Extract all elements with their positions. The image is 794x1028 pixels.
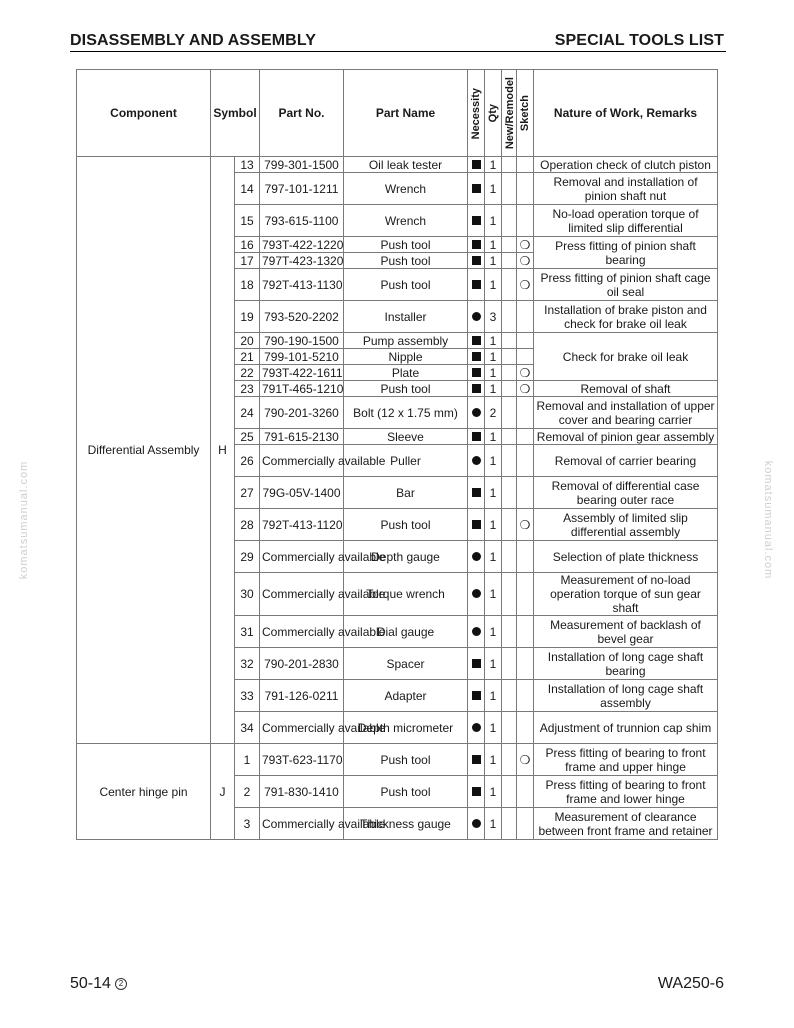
item-number: 19 — [235, 301, 260, 333]
remarks-cell: Removal and installation of pinion shaft nut — [534, 173, 718, 205]
new-remodel-cell — [502, 381, 517, 397]
new-remodel-cell — [502, 680, 517, 712]
component-cell: Center hinge pin — [77, 744, 211, 840]
qty-cell: 1 — [485, 680, 502, 712]
part-number: 799-301-1500 — [260, 157, 344, 173]
qty-cell: 1 — [485, 648, 502, 680]
new-remodel-cell — [502, 269, 517, 301]
remarks-cell: Press fitting of bearing to front frame and lower hinge — [534, 776, 718, 808]
necessity-cell — [468, 648, 485, 680]
part-name: Installer — [344, 301, 468, 333]
necessity-cell — [468, 333, 485, 349]
item-number: 26 — [235, 445, 260, 477]
part-number: 793T-422-1220 — [260, 237, 344, 253]
qty-cell: 1 — [485, 744, 502, 776]
new-remodel-cell — [502, 157, 517, 173]
remarks-cell: Press fitting of bearing to front frame and upper hinge — [534, 744, 718, 776]
sketch-cell: ❍ — [517, 269, 534, 301]
necessity-square-icon — [472, 216, 481, 225]
part-name: Push tool — [344, 776, 468, 808]
qty-cell: 1 — [485, 445, 502, 477]
part-number: 791-126-0211 — [260, 680, 344, 712]
necessity-cell — [468, 445, 485, 477]
necessity-cell — [468, 397, 485, 429]
special-tools-table — [76, 69, 718, 840]
necessity-cell — [468, 157, 485, 173]
col-part-name: Part Name — [344, 70, 468, 157]
part-number: 797-101-1211 — [260, 173, 344, 205]
col-sketch: Sketch — [517, 70, 534, 157]
part-number: Commercially available — [260, 712, 344, 744]
necessity-circle-icon — [472, 408, 481, 417]
necessity-square-icon — [472, 755, 481, 764]
watermark-right: komatsumanual.com — [762, 460, 774, 580]
qty-cell: 1 — [485, 616, 502, 648]
sketch-cell — [517, 333, 534, 349]
part-name: Depth micrometer — [344, 712, 468, 744]
sketch-cell — [517, 477, 534, 509]
necessity-square-icon — [472, 488, 481, 497]
part-number: Commercially available — [260, 573, 344, 616]
part-name: Push tool — [344, 253, 468, 269]
part-number: Commercially available — [260, 445, 344, 477]
part-name: Push tool — [344, 269, 468, 301]
necessity-cell — [468, 429, 485, 445]
qty-cell: 1 — [485, 349, 502, 365]
col-symbol: Symbol — [211, 70, 260, 157]
qty-cell: 1 — [485, 381, 502, 397]
new-remodel-cell — [502, 397, 517, 429]
part-name: Depth gauge — [344, 541, 468, 573]
new-remodel-cell — [502, 349, 517, 365]
part-name: Puller — [344, 445, 468, 477]
remarks-cell: Measurement of no-load operation torque of sun gear shaft — [534, 573, 718, 616]
sketch-cell — [517, 541, 534, 573]
necessity-cell — [468, 477, 485, 509]
remarks-cell: Measurement of clearance between front frame and retainer — [534, 808, 718, 840]
necessity-square-icon — [472, 384, 481, 393]
remarks-cell: Measurement of backlash of bevel gear — [534, 616, 718, 648]
necessity-square-icon — [472, 352, 481, 361]
necessity-cell — [468, 680, 485, 712]
necessity-cell — [468, 349, 485, 365]
sketch-cell — [517, 808, 534, 840]
part-name: Thickness gauge — [344, 808, 468, 840]
new-remodel-cell — [502, 333, 517, 349]
item-number: 32 — [235, 648, 260, 680]
necessity-cell — [468, 253, 485, 269]
sketch-cell — [517, 776, 534, 808]
qty-cell: 2 — [485, 397, 502, 429]
remarks-cell: Check for brake oil leak — [534, 333, 718, 381]
part-number: 791-615-2130 — [260, 429, 344, 445]
necessity-square-icon — [472, 184, 481, 193]
sketch-cell — [517, 616, 534, 648]
model-name: WA250-6 — [657, 975, 724, 992]
remarks-cell: Installation of long cage shaft bearing — [534, 648, 718, 680]
item-number: 22 — [235, 365, 260, 381]
part-number: 791T-465-1210 — [260, 381, 344, 397]
col-part-no: Part No. — [260, 70, 344, 157]
col-new-remodel: New/Remodel — [502, 70, 517, 157]
remarks-cell: Press fitting of pinion shaft cage oil seal — [534, 269, 718, 301]
necessity-circle-icon — [472, 552, 481, 561]
qty-cell: 1 — [485, 333, 502, 349]
part-number: 790-190-1500 — [260, 333, 344, 349]
new-remodel-cell — [502, 253, 517, 269]
symbol-cell: J — [211, 744, 235, 840]
sketch-cell: ❍ — [517, 365, 534, 381]
remarks-cell: No-load operation torque of limited slip differential — [534, 205, 718, 237]
part-name: Bolt (12 x 1.75 mm) — [344, 397, 468, 429]
watermark-left: komatsumanual.com — [18, 460, 30, 580]
sketch-cell: ❍ — [517, 744, 534, 776]
remarks-cell: Installation of long cage shaft assembly — [534, 680, 718, 712]
remarks-cell: Installation of brake piston and check for brake oil leak — [534, 301, 718, 333]
part-name: Torque wrench — [344, 573, 468, 616]
sketch-cell — [517, 680, 534, 712]
item-number: 16 — [235, 237, 260, 253]
item-number: 31 — [235, 616, 260, 648]
sketch-cell — [517, 301, 534, 333]
qty-cell: 1 — [485, 573, 502, 616]
necessity-cell — [468, 541, 485, 573]
necessity-circle-icon — [472, 589, 481, 598]
necessity-circle-icon — [472, 819, 481, 828]
qty-cell: 1 — [485, 205, 502, 237]
part-number: 791-830-1410 — [260, 776, 344, 808]
part-number: 793-520-2202 — [260, 301, 344, 333]
item-number: 27 — [235, 477, 260, 509]
part-name: Oil leak tester — [344, 157, 468, 173]
sketch-cell — [517, 429, 534, 445]
new-remodel-cell — [502, 477, 517, 509]
item-number: 17 — [235, 253, 260, 269]
item-number: 24 — [235, 397, 260, 429]
qty-cell: 1 — [485, 365, 502, 381]
necessity-cell — [468, 205, 485, 237]
part-name: Pump assembly — [344, 333, 468, 349]
part-name: Push tool — [344, 744, 468, 776]
part-number: 799-101-5210 — [260, 349, 344, 365]
part-name: Wrench — [344, 173, 468, 205]
item-number: 21 — [235, 349, 260, 365]
qty-cell: 1 — [485, 173, 502, 205]
qty-cell: 1 — [485, 157, 502, 173]
part-name: Adapter — [344, 680, 468, 712]
sketch-cell: ❍ — [517, 253, 534, 269]
part-number: 790-201-2830 — [260, 648, 344, 680]
new-remodel-cell — [502, 445, 517, 477]
necessity-circle-icon — [472, 627, 481, 636]
qty-cell: 1 — [485, 712, 502, 744]
item-number: 34 — [235, 712, 260, 744]
necessity-square-icon — [472, 160, 481, 169]
item-number: 28 — [235, 509, 260, 541]
item-number: 18 — [235, 269, 260, 301]
item-number: 20 — [235, 333, 260, 349]
page-number-text: 50-14 — [70, 975, 111, 992]
item-number: 2 — [235, 776, 260, 808]
remarks-cell: Removal of carrier bearing — [534, 445, 718, 477]
sketch-cell: ❍ — [517, 381, 534, 397]
necessity-square-icon — [472, 787, 481, 796]
col-component: Component — [77, 70, 211, 157]
part-name: Bar — [344, 477, 468, 509]
sketch-cell — [517, 712, 534, 744]
part-name: Push tool — [344, 381, 468, 397]
necessity-cell — [468, 509, 485, 541]
qty-cell: 1 — [485, 269, 502, 301]
necessity-cell — [468, 744, 485, 776]
remarks-cell: Removal of pinion gear assembly — [534, 429, 718, 445]
sketch-cell — [517, 157, 534, 173]
item-number: 25 — [235, 429, 260, 445]
necessity-circle-icon — [472, 456, 481, 465]
new-remodel-cell — [502, 541, 517, 573]
new-remodel-cell — [502, 509, 517, 541]
remarks-cell: Removal and installation of upper cover and bearing carrier — [534, 397, 718, 429]
item-number: 14 — [235, 173, 260, 205]
new-remodel-cell — [502, 429, 517, 445]
new-remodel-cell — [502, 173, 517, 205]
qty-cell: 1 — [485, 253, 502, 269]
new-remodel-cell — [502, 205, 517, 237]
symbol-cell: H — [211, 157, 235, 744]
sketch-cell — [517, 648, 534, 680]
new-remodel-cell — [502, 648, 517, 680]
necessity-square-icon — [472, 432, 481, 441]
necessity-cell — [468, 776, 485, 808]
part-number: Commercially available — [260, 808, 344, 840]
part-number: Commercially available — [260, 616, 344, 648]
qty-cell: 1 — [485, 776, 502, 808]
necessity-square-icon — [472, 256, 481, 265]
qty-cell: 1 — [485, 808, 502, 840]
sketch-cell — [517, 397, 534, 429]
necessity-square-icon — [472, 280, 481, 289]
new-remodel-cell — [502, 744, 517, 776]
part-name: Plate — [344, 365, 468, 381]
part-number: 793T-623-1170 — [260, 744, 344, 776]
remarks-cell: Removal of differential case bearing outer race — [534, 477, 718, 509]
remarks-cell: Press fitting of pinion shaft bearing — [534, 237, 718, 269]
remarks-cell: Removal of shaft — [534, 381, 718, 397]
new-remodel-cell — [502, 776, 517, 808]
qty-cell: 3 — [485, 301, 502, 333]
qty-cell: 1 — [485, 509, 502, 541]
necessity-square-icon — [472, 368, 481, 377]
item-number: 13 — [235, 157, 260, 173]
page-title: SPECIAL TOOLS LIST — [554, 32, 724, 49]
necessity-cell — [468, 616, 485, 648]
remarks-cell: Selection of plate thickness — [534, 541, 718, 573]
necessity-square-icon — [472, 520, 481, 529]
part-number: 797T-423-1320 — [260, 253, 344, 269]
necessity-cell — [468, 712, 485, 744]
necessity-circle-icon — [472, 312, 481, 321]
new-remodel-cell — [502, 573, 517, 616]
necessity-cell — [468, 173, 485, 205]
part-number: 793-615-1100 — [260, 205, 344, 237]
new-remodel-cell — [502, 712, 517, 744]
part-number: 792T-413-1130 — [260, 269, 344, 301]
part-name: Spacer — [344, 648, 468, 680]
necessity-square-icon — [472, 691, 481, 700]
part-number: 792T-413-1120 — [260, 509, 344, 541]
table-body — [77, 157, 718, 840]
part-number: Commercially available — [260, 541, 344, 573]
sketch-cell — [517, 349, 534, 365]
remarks-cell: Operation check of clutch piston — [534, 157, 718, 173]
part-name: Push tool — [344, 509, 468, 541]
page-number — [70, 975, 127, 993]
necessity-square-icon — [472, 659, 481, 668]
col-necessity: Necessity — [468, 70, 485, 157]
item-number: 29 — [235, 541, 260, 573]
sketch-cell: ❍ — [517, 237, 534, 253]
necessity-cell — [468, 381, 485, 397]
item-number: 3 — [235, 808, 260, 840]
necessity-cell — [468, 237, 485, 253]
part-name: Dial gauge — [344, 616, 468, 648]
sketch-cell — [517, 445, 534, 477]
item-number: 1 — [235, 744, 260, 776]
qty-cell: 1 — [485, 477, 502, 509]
sketch-cell: ❍ — [517, 509, 534, 541]
col-qty: Qty — [485, 70, 502, 157]
new-remodel-cell — [502, 301, 517, 333]
header-row — [77, 70, 718, 157]
item-number: 15 — [235, 205, 260, 237]
necessity-cell — [468, 301, 485, 333]
section-title: DISASSEMBLY AND ASSEMBLY — [70, 32, 317, 49]
part-name: Push tool — [344, 237, 468, 253]
sketch-cell — [517, 173, 534, 205]
part-name: Wrench — [344, 205, 468, 237]
necessity-cell — [468, 269, 485, 301]
part-number: 790-201-3260 — [260, 397, 344, 429]
part-number: 79G-05V-1400 — [260, 477, 344, 509]
remarks-cell: Adjustment of trunnion cap shim — [534, 712, 718, 744]
necessity-cell — [468, 573, 485, 616]
necessity-cell — [468, 365, 485, 381]
part-name: Sleeve — [344, 429, 468, 445]
item-number: 30 — [235, 573, 260, 616]
necessity-square-icon — [472, 336, 481, 345]
item-number: 23 — [235, 381, 260, 397]
table-row — [77, 744, 718, 776]
col-remarks: Nature of Work, Remarks — [534, 70, 718, 157]
part-number: 793T-422-1611 — [260, 365, 344, 381]
qty-cell: 1 — [485, 541, 502, 573]
revision-mark: 2 — [115, 978, 127, 990]
remarks-cell: Assembly of limited slip differential assembly — [534, 509, 718, 541]
necessity-square-icon — [472, 240, 481, 249]
table-row — [77, 157, 718, 173]
sketch-cell — [517, 573, 534, 616]
sketch-cell — [517, 205, 534, 237]
new-remodel-cell — [502, 237, 517, 253]
part-name: Nipple — [344, 349, 468, 365]
header-rule — [70, 51, 726, 52]
item-number: 33 — [235, 680, 260, 712]
new-remodel-cell — [502, 365, 517, 381]
new-remodel-cell — [502, 616, 517, 648]
qty-cell: 1 — [485, 429, 502, 445]
component-cell: Differential Assembly — [77, 157, 211, 744]
necessity-cell — [468, 808, 485, 840]
necessity-circle-icon — [472, 723, 481, 732]
new-remodel-cell — [502, 808, 517, 840]
qty-cell: 1 — [485, 237, 502, 253]
